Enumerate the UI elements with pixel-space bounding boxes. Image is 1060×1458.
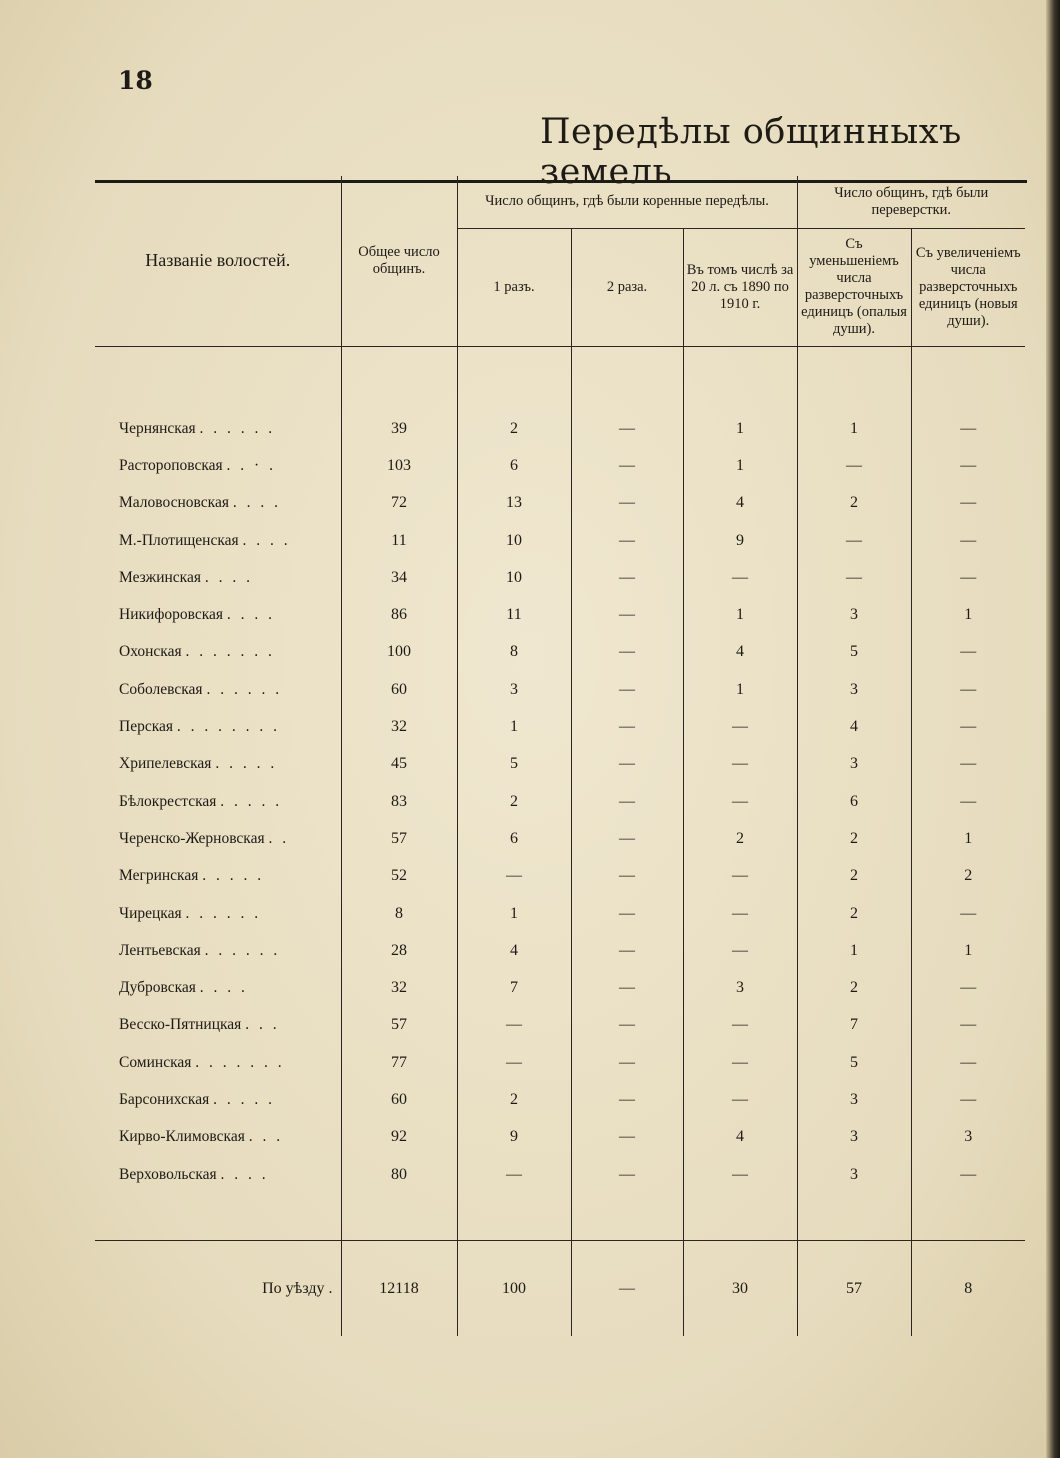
volost-name: Никифоровская (119, 606, 224, 624)
volost-name-cell (95, 447, 341, 484)
header-total: Общее число общинъ. (341, 176, 457, 346)
cell-since-1890: — (683, 1081, 797, 1118)
cell-increase: — (960, 1016, 977, 1034)
volost-name-cell (95, 559, 341, 596)
cell-once: 7 (457, 970, 571, 1007)
volost-name-cell (95, 1156, 341, 1193)
volost-name: Мезжинская (119, 568, 201, 586)
leader-dots: . . . . (199, 979, 248, 997)
table-row (95, 820, 1025, 857)
cell-once: 8 (457, 634, 571, 671)
leader-dots: . . . . . . (185, 904, 262, 922)
cell-increase: 3 (964, 1128, 973, 1146)
volost-name: Охонская (119, 643, 182, 661)
cell-twice: — (571, 1156, 683, 1193)
volost-name-cell (95, 1044, 341, 1081)
cell-increase: — (960, 1053, 977, 1071)
volost-name-cell (95, 410, 341, 447)
cell-twice: — (571, 783, 683, 820)
leader-dots: . . . . (242, 531, 291, 549)
leader-dots: . . (268, 829, 290, 847)
cell-once: 11 (457, 597, 571, 634)
volost-name-cell (95, 708, 341, 745)
volost-name-cell (95, 671, 341, 708)
table-row (95, 970, 1025, 1007)
leader-dots: . . · . (226, 457, 276, 474)
cell-total: 39 (341, 410, 457, 447)
leader-dots: . . . . (220, 1165, 269, 1183)
volost-name-cell (95, 783, 341, 820)
cell-twice: — (571, 970, 683, 1007)
cell-since-1890: 1 (683, 597, 797, 634)
cell-twice: — (571, 634, 683, 671)
table-row (95, 1156, 1025, 1193)
cell-since-1890: 4 (683, 485, 797, 522)
cell-since-1890: 1 (683, 410, 797, 447)
volost-name: Растороповская (119, 457, 223, 474)
page-title: Передѣлы общинныхъ земель (540, 112, 962, 192)
cell-since-1890: 30 (683, 1241, 797, 1336)
cell-total: 11 (341, 522, 457, 559)
cell-since-1890: — (683, 1044, 797, 1081)
header-decrease: Съ уменьшеніемъ числа разверсточныхъ единицъ (опалыя души). (797, 228, 911, 346)
table-total-row (95, 1241, 1025, 1336)
cell-total: 60 (341, 1081, 457, 1118)
cell-decrease: 2 (797, 485, 911, 522)
table-row (95, 1007, 1025, 1044)
cell-once: 10 (457, 559, 571, 596)
volost-name: Перская (119, 718, 174, 736)
header-increase: Съ увеличеніемъ числа разверсточныхъ единицъ (новыя души). (911, 228, 1025, 346)
cell-increase: — (960, 457, 977, 474)
cell-increase: — (960, 419, 977, 437)
cell-since-1890: — (683, 559, 797, 596)
cell-total: 32 (341, 970, 457, 1007)
volost-name: Мегринская (119, 867, 199, 885)
cell-once: 100 (457, 1241, 571, 1336)
cell-increase: 1 (964, 829, 973, 847)
volost-name: Чирецкая (119, 904, 182, 922)
cell-once: 13 (457, 485, 571, 522)
cell-since-1890: — (683, 932, 797, 969)
cell-decrease: 3 (797, 671, 911, 708)
cell-total: 72 (341, 485, 457, 522)
cell-total: 57 (341, 820, 457, 857)
table-row (95, 671, 1025, 708)
book-spine-edge (1046, 0, 1060, 1458)
leader-dots: . . . . . (213, 1091, 275, 1109)
table-gap-row (95, 1193, 1025, 1241)
cell-twice: — (571, 1119, 683, 1156)
cell-decrease: 2 (797, 820, 911, 857)
cell-decrease: 3 (797, 1156, 911, 1193)
cell-twice: — (571, 746, 683, 783)
cell-increase: — (960, 680, 977, 698)
cell-since-1890: — (683, 858, 797, 895)
cell-increase: — (960, 979, 977, 997)
cell-since-1890: — (683, 746, 797, 783)
leader-dots: . . . . (204, 568, 253, 586)
cell-total: 92 (341, 1119, 457, 1156)
table-row (95, 1081, 1025, 1118)
cell-decrease: 3 (797, 1081, 911, 1118)
table-row (95, 447, 1025, 484)
cell-twice: — (571, 895, 683, 932)
volost-name-cell (95, 858, 341, 895)
volost-name-cell (95, 597, 341, 634)
cell-twice: — (571, 820, 683, 857)
cell-since-1890: 1 (683, 671, 797, 708)
cell-increase: — (960, 494, 977, 512)
leader-dots: . . . . (226, 606, 276, 624)
volost-name: Черенско-Жерновская (119, 829, 265, 847)
leader-dots: . . . . (232, 494, 281, 512)
table-row (95, 410, 1025, 447)
volost-name-cell (95, 522, 341, 559)
cell-twice: — (571, 932, 683, 969)
volost-name-cell (95, 895, 341, 932)
cell-since-1890: 2 (683, 820, 797, 857)
table-row (95, 708, 1025, 745)
cell-decrease: — (797, 559, 911, 596)
cell-decrease: 1 (797, 932, 911, 969)
volost-name: Соболевская (119, 680, 203, 698)
cell-decrease: 57 (797, 1241, 911, 1336)
volost-name-cell (95, 1119, 341, 1156)
volost-name: Барсонихская (119, 1091, 210, 1109)
leader-dots: . . . . . . (206, 680, 283, 698)
volost-name: Бѣлокрестская (119, 792, 217, 810)
cell-twice: — (571, 1044, 683, 1081)
leader-dots: . . . . . . . . (176, 718, 281, 736)
cell-once: — (457, 1156, 571, 1193)
cell-twice: — (571, 1081, 683, 1118)
cell-decrease: 5 (797, 1044, 911, 1081)
cell-twice: — (571, 708, 683, 745)
cell-increase: — (960, 1165, 977, 1183)
cell-total: 80 (341, 1156, 457, 1193)
cell-decrease: 3 (797, 1119, 911, 1156)
table-spacer-row (95, 346, 1025, 410)
cell-decrease: — (797, 447, 911, 484)
cell-decrease: 2 (797, 970, 911, 1007)
cell-since-1890: — (683, 1007, 797, 1044)
cell-twice: — (571, 522, 683, 559)
cell-increase: — (960, 643, 977, 661)
header-once: 1 разъ. (457, 228, 571, 346)
volost-name-cell (95, 746, 341, 783)
cell-decrease: 2 (797, 895, 911, 932)
cell-decrease: 3 (797, 746, 911, 783)
cell-since-1890: 9 (683, 522, 797, 559)
cell-increase: — (960, 531, 977, 549)
cell-decrease: — (797, 522, 911, 559)
cell-once: 3 (457, 671, 571, 708)
volost-name: Весско-Пятницкая (119, 1016, 242, 1034)
cell-since-1890: — (683, 1156, 797, 1193)
cell-total: 45 (341, 746, 457, 783)
cell-increase: — (960, 718, 977, 736)
cell-increase: — (960, 568, 977, 586)
cell-decrease: 7 (797, 1007, 911, 1044)
cell-increase: 1 (964, 606, 973, 624)
cell-once: 5 (457, 746, 571, 783)
cell-decrease: 2 (797, 858, 911, 895)
cell-decrease: 3 (797, 597, 911, 634)
header-twice: 2 раза. (571, 228, 683, 346)
cell-since-1890: 1 (683, 447, 797, 484)
cell-once: 2 (457, 783, 571, 820)
cell-total: 103 (341, 447, 457, 484)
volost-name-cell (95, 1007, 341, 1044)
cell-total: 86 (341, 597, 457, 634)
cell-since-1890: 4 (683, 634, 797, 671)
leader-dots: . . . . . (220, 792, 283, 810)
cell-twice: — (571, 410, 683, 447)
table-row (95, 932, 1025, 969)
cell-twice: — (571, 671, 683, 708)
cell-once: 10 (457, 522, 571, 559)
cell-since-1890: — (683, 895, 797, 932)
header-redist-group: Число общинъ, гдѣ были переверстки. (797, 176, 1025, 228)
table-header (95, 176, 1025, 346)
leader-dots: . (328, 1279, 333, 1297)
cell-once: 6 (457, 447, 571, 484)
cell-increase: 2 (964, 867, 973, 885)
leader-dots: . . . . . . . (185, 643, 275, 661)
table-row (95, 1119, 1025, 1156)
table-row (95, 746, 1025, 783)
cell-once: 1 (457, 895, 571, 932)
leader-dots: . . . (248, 1128, 284, 1146)
leader-dots: . . . . . (215, 755, 278, 773)
cell-total: 57 (341, 1007, 457, 1044)
volost-name: Маловосновская (119, 494, 229, 512)
cell-since-1890: — (683, 783, 797, 820)
table-row (95, 634, 1025, 671)
volost-name: Лентьевская (119, 941, 201, 959)
cell-once: — (457, 1044, 571, 1081)
leader-dots: . . . . . . (204, 941, 281, 959)
cell-total: 32 (341, 708, 457, 745)
cell-twice: — (571, 858, 683, 895)
table-row (95, 597, 1025, 634)
cell-total: 60 (341, 671, 457, 708)
cell-total: 8 (341, 895, 457, 932)
cell-increase: — (960, 755, 977, 773)
cell-total: 100 (341, 634, 457, 671)
volost-name: Кирво-Климовская (119, 1128, 245, 1146)
table-row (95, 522, 1025, 559)
header-since-1890: Въ томъ числѣ за 20 л. съ 1890 по 1910 г. (683, 228, 797, 346)
cell-twice: — (571, 597, 683, 634)
header-name: Названіе волостей. (95, 176, 341, 346)
table-row (95, 559, 1025, 596)
volost-name: М.-Плотищенская (119, 531, 239, 549)
leader-dots: . . . (245, 1016, 280, 1034)
volost-name-cell (95, 932, 341, 969)
total-label-cell (95, 1241, 341, 1336)
table-row (95, 858, 1025, 895)
cell-total: 34 (341, 559, 457, 596)
header-root-group: Число общинъ, гдѣ были коренные передѣлы. (457, 176, 797, 228)
volost-name: Чернянская (119, 419, 196, 437)
volost-name-cell (95, 970, 341, 1007)
table-row (95, 895, 1025, 932)
total-label: По уѣзду (262, 1279, 325, 1297)
leader-dots: . . . . . (202, 867, 265, 885)
cell-total: 52 (341, 858, 457, 895)
cell-since-1890: 4 (683, 1119, 797, 1156)
cell-once: — (457, 858, 571, 895)
cell-once: 1 (457, 708, 571, 745)
table-row (95, 783, 1025, 820)
cell-decrease: 1 (797, 410, 911, 447)
cell-since-1890: 3 (683, 970, 797, 1007)
cell-increase: — (960, 904, 977, 922)
cell-twice: — (571, 1007, 683, 1044)
cell-once: 4 (457, 932, 571, 969)
volost-name-cell (95, 1081, 341, 1118)
table-row (95, 1044, 1025, 1081)
cell-once: 2 (457, 1081, 571, 1118)
cell-once: — (457, 1007, 571, 1044)
cell-twice: — (571, 447, 683, 484)
cell-since-1890: — (683, 708, 797, 745)
cell-twice: — (571, 485, 683, 522)
volost-name: Хрипелевская (119, 755, 212, 773)
volost-name: Верховольская (119, 1165, 217, 1183)
cell-decrease: 6 (797, 783, 911, 820)
cell-twice: — (571, 1241, 683, 1336)
cell-increase: 1 (964, 941, 973, 959)
volost-name-cell (95, 820, 341, 857)
data-table (95, 176, 1025, 1336)
cell-decrease: 5 (797, 634, 911, 671)
page-number: 18 (118, 66, 153, 95)
table-body (95, 346, 1025, 1336)
cell-once: 9 (457, 1119, 571, 1156)
cell-total: 12118 (341, 1241, 457, 1336)
table-row (95, 485, 1025, 522)
cell-decrease: 4 (797, 708, 911, 745)
cell-total: 28 (341, 932, 457, 969)
cell-total: 83 (341, 783, 457, 820)
volost-name: Соминская (119, 1053, 192, 1071)
leader-dots: . . . . . . . (195, 1053, 285, 1071)
cell-total: 77 (341, 1044, 457, 1081)
volost-name-cell (95, 485, 341, 522)
cell-increase: 8 (911, 1241, 1025, 1336)
cell-increase: — (960, 1091, 977, 1109)
volost-name-cell (95, 634, 341, 671)
cell-once: 6 (457, 820, 571, 857)
cell-increase: — (960, 792, 977, 810)
volost-name: Дубровская (119, 979, 196, 997)
leader-dots: . . . . . . (199, 419, 276, 437)
cell-twice: — (571, 559, 683, 596)
cell-once: 2 (457, 410, 571, 447)
